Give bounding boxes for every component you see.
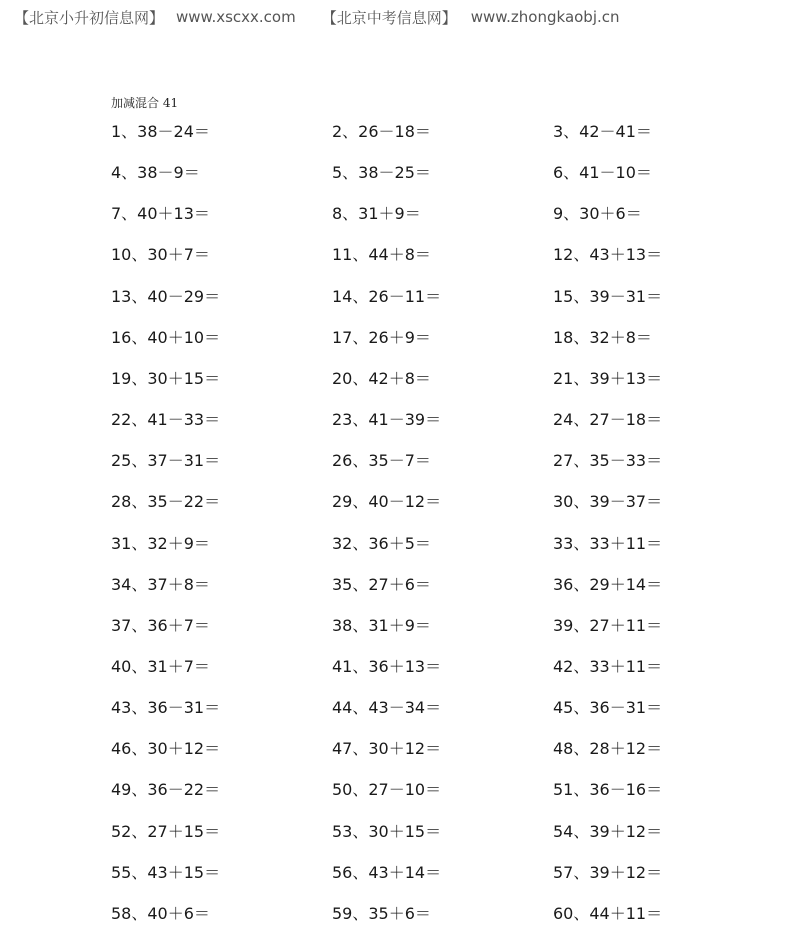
problem-item: 54、39＋12＝: [553, 821, 663, 841]
problem-item: 39、27＋11＝: [553, 615, 663, 635]
problem-item: 59、35＋6＝: [332, 903, 431, 923]
problem-item: 24、27－18＝: [553, 410, 663, 430]
problem-item: 40、31＋7＝: [111, 656, 210, 676]
problem-item: 9、30＋6＝: [553, 204, 642, 224]
problem-item: 22、41－33＝: [111, 410, 221, 430]
problem-item: 12、43＋13＝: [553, 245, 663, 265]
problem-item: 57、39＋12＝: [553, 862, 663, 882]
site2-label: 【北京中考信息网】: [321, 8, 457, 27]
problem-item: 28、35－22＝: [111, 492, 221, 512]
problem-item: 23、41－39＝: [332, 410, 442, 430]
problem-item: 13、40－29＝: [111, 286, 221, 306]
problem-item: 6、41－10＝: [553, 163, 652, 183]
problem-item: 45、36－31＝: [553, 698, 663, 718]
problem-item: 10、30＋7＝: [111, 245, 210, 265]
problem-item: 41、36＋13＝: [332, 656, 442, 676]
problem-item: 8、31＋9＝: [332, 204, 421, 224]
problem-item: 51、36－16＝: [553, 780, 663, 800]
problem-item: 31、32＋9＝: [111, 533, 210, 553]
problem-item: 42、33＋11＝: [553, 656, 663, 676]
problem-item: 26、35－7＝: [332, 451, 431, 471]
problem-item: 33、33＋11＝: [553, 533, 663, 553]
problem-item: 16、40＋10＝: [111, 327, 221, 347]
problem-item: 27、35－33＝: [553, 451, 663, 471]
problem-item: 30、39－37＝: [553, 492, 663, 512]
problem-item: 11、44＋8＝: [332, 245, 431, 265]
problem-item: 3、42－41＝: [553, 122, 652, 141]
problem-item: 2、26－18＝: [332, 122, 431, 141]
problem-item: 29、40－12＝: [332, 492, 442, 512]
problem-item: 37、36＋7＝: [111, 615, 210, 635]
problem-item: 7、40＋13＝: [111, 204, 210, 224]
problem-item: 46、30＋12＝: [111, 739, 221, 759]
worksheet-title: 加减混合 41: [111, 96, 179, 110]
problem-item: 18、32＋8＝: [553, 327, 652, 347]
problem-item: 43、36－31＝: [111, 698, 221, 718]
problem-item: 32、36＋5＝: [332, 533, 431, 553]
problem-item: 52、27＋15＝: [111, 821, 221, 841]
problem-item: 15、39－31＝: [553, 286, 663, 306]
problem-item: 21、39＋13＝: [553, 368, 663, 388]
problem-item: 50、27－10＝: [332, 780, 442, 800]
site2-link[interactable]: www.zhongkaobj.cn: [470, 8, 620, 26]
problem-item: 14、26－11＝: [332, 286, 442, 306]
problem-item: 49、36－22＝: [111, 780, 221, 800]
problem-item: 5、38－25＝: [332, 163, 431, 183]
site1-link[interactable]: www.xscxx.com: [176, 8, 296, 26]
problem-item: 53、30＋15＝: [332, 821, 442, 841]
problem-item: 60、44＋11＝: [553, 903, 663, 923]
problem-item: 55、43＋15＝: [111, 862, 221, 882]
problem-item: 17、26＋9＝: [332, 327, 431, 347]
problem-item: 35、27＋6＝: [332, 574, 431, 594]
problem-item: 36、29＋14＝: [553, 574, 663, 594]
problem-item: 34、37＋8＝: [111, 574, 210, 594]
problem-item: 58、40＋6＝: [111, 903, 210, 923]
problem-item: 48、28＋12＝: [553, 739, 663, 759]
problem-item: 44、43－34＝: [332, 698, 442, 718]
problem-item: 20、42＋8＝: [332, 368, 431, 388]
problem-item: 38、31＋9＝: [332, 615, 431, 635]
problem-item: 25、37－31＝: [111, 451, 221, 471]
problem-item: 19、30＋15＝: [111, 368, 221, 388]
site1-label: 【北京小升初信息网】: [14, 8, 165, 27]
problem-item: 4、38－9＝: [111, 163, 200, 183]
problem-item: 56、43＋14＝: [332, 862, 442, 882]
problem-item: 1、38－24＝: [111, 122, 210, 141]
problem-item: 47、30＋12＝: [332, 739, 442, 759]
